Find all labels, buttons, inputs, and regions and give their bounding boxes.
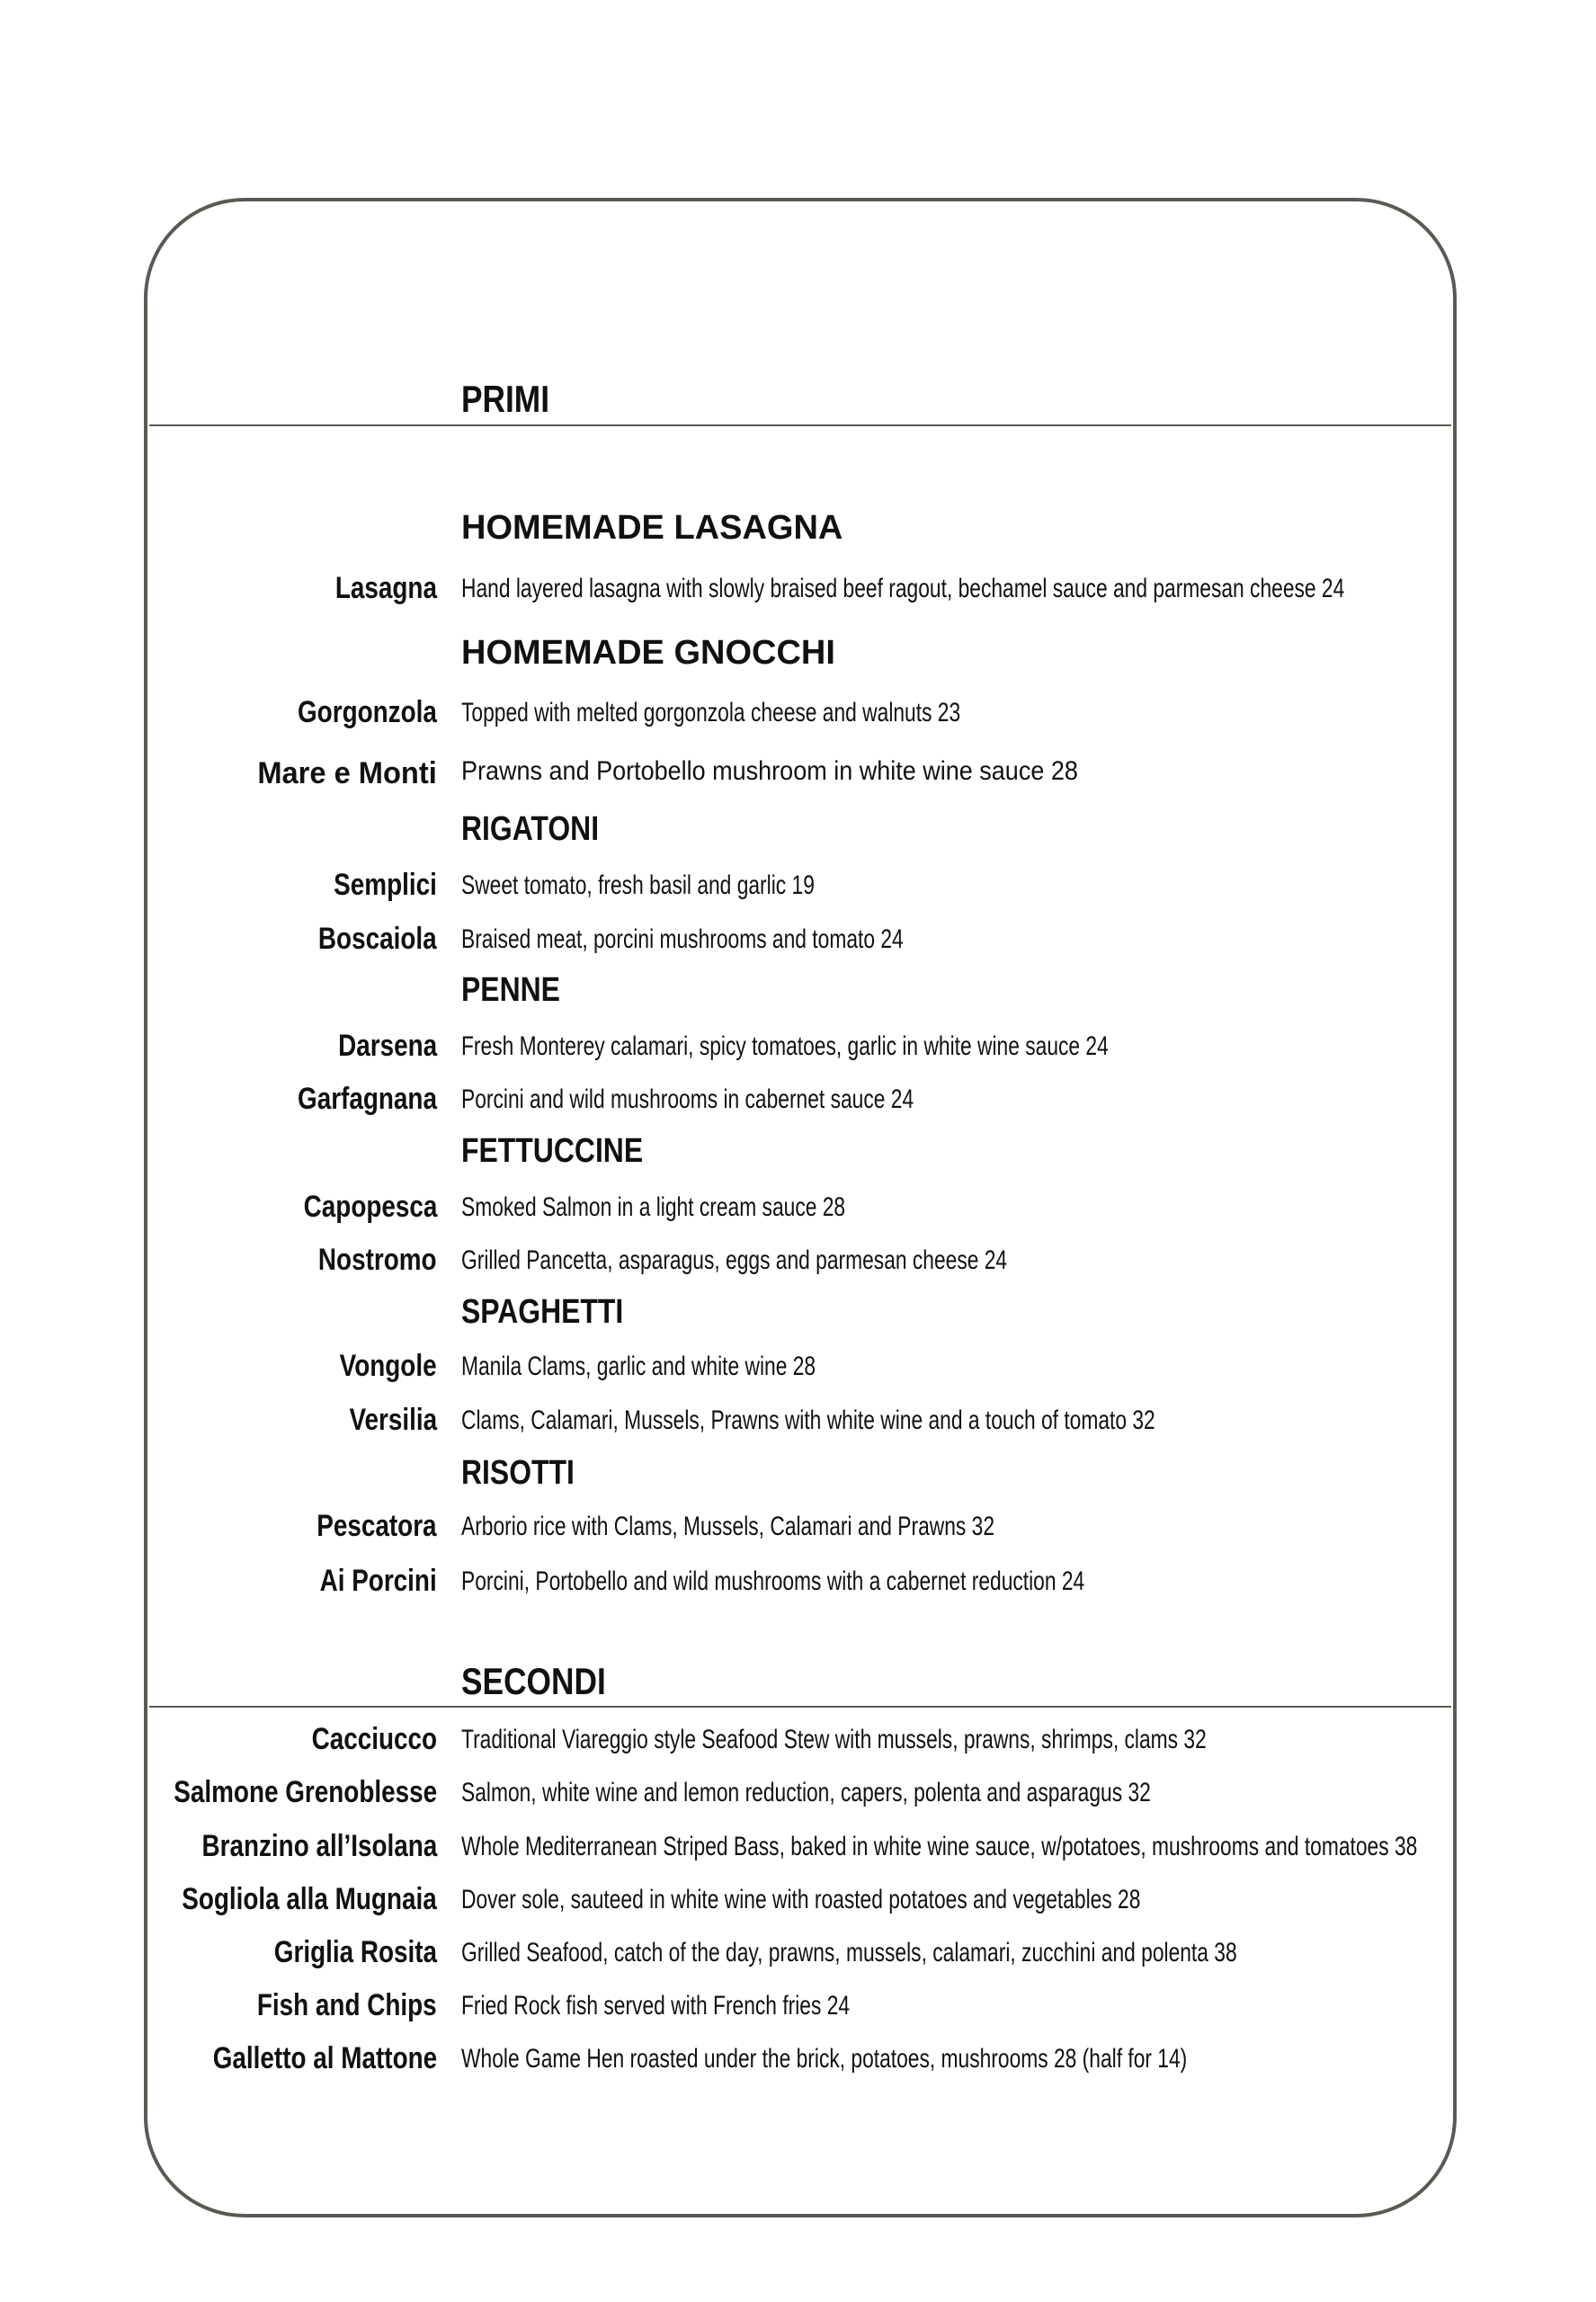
item-desc-fish-and-chips: Fried Rock fish served with French fries 24 xyxy=(461,1991,851,2021)
item-name-fish-and-chips: Fish and Chips xyxy=(257,1988,437,2022)
item-desc-mare-e-monti: Prawns and Portobello mushroom in white wine sauce 28 xyxy=(461,756,1078,786)
item-desc-nostromo: Grilled Pancetta, asparagus, eggs and parmesan cheese 24 xyxy=(461,1245,1008,1275)
item-name-semplici: Semplici xyxy=(334,868,437,902)
item-name-vongole: Vongole xyxy=(340,1349,437,1383)
item-name-capopesca: Capopesca xyxy=(303,1190,437,1224)
item-desc-pescatora: Arborio rice with Clams, Mussels, Calamari and Prawns 32 xyxy=(461,1512,995,1541)
item-name-cacciucco: Cacciucco xyxy=(311,1722,437,1756)
item-name-garfagnana: Garfagnana xyxy=(298,1082,437,1116)
category-spaghetti: SPAGHETTI xyxy=(461,1293,624,1331)
item-name-galletto: Galletto al Mattone xyxy=(212,2041,437,2075)
category-risotti: RISOTTI xyxy=(461,1454,575,1492)
secondi-divider xyxy=(149,1706,1451,1708)
item-name-mare-e-monti: Mare e Monti xyxy=(257,756,437,790)
section-title-secondi: SECONDI xyxy=(461,1660,606,1702)
item-name-nostromo: Nostromo xyxy=(318,1243,437,1277)
item-desc-capopesca: Smoked Salmon in a light cream sauce 28 xyxy=(461,1192,846,1222)
item-desc-galletto: Whole Game Hen roasted under the brick, potatoes, mushrooms 28 (half for 14) xyxy=(461,2044,1188,2074)
item-desc-salmone-grenoblesse: Salmon, white wine and lemon reduction, capers, polenta and asparagus 32 xyxy=(461,1778,1151,1807)
item-desc-lasagna: Hand layered lasagna with slowly braised beef ragout, bechamel sauce and parmesan cheese 24 xyxy=(461,574,1345,603)
item-name-salmone-grenoblesse: Salmone Grenoblesse xyxy=(174,1775,437,1809)
item-name-pescatora: Pescatora xyxy=(317,1509,437,1543)
item-desc-vongole: Manila Clams, garlic and white wine 28 xyxy=(461,1352,816,1381)
item-name-ai-porcini: Ai Porcini xyxy=(319,1564,437,1598)
item-desc-griglia-rosita: Grilled Seafood, catch of the day, prawns, mussels, calamari, zucchini and polenta 38 xyxy=(461,1938,1237,1967)
item-name-branzino: Branzino all’Isolana xyxy=(201,1829,437,1863)
category-rigatoni: RIGATONI xyxy=(461,810,600,848)
item-desc-boscaiola: Braised meat, porcini mushrooms and tomato 24 xyxy=(461,924,904,954)
category-homemade-lasagna: HOMEMADE LASAGNA xyxy=(461,509,843,547)
item-name-versilia: Versilia xyxy=(349,1403,437,1437)
item-name-sogliola: Sogliola alla Mugnaia xyxy=(182,1882,437,1916)
item-name-boscaiola: Boscaiola xyxy=(318,922,437,956)
item-desc-garfagnana: Porcini and wild mushrooms in cabernet sauce 24 xyxy=(461,1084,914,1114)
category-fettuccine: FETTUCCINE xyxy=(461,1132,644,1170)
item-name-griglia-rosita: Griglia Rosita xyxy=(273,1935,437,1969)
item-name-darsena: Darsena xyxy=(337,1029,437,1063)
item-name-lasagna: Lasagna xyxy=(334,571,437,605)
item-desc-cacciucco: Traditional Viareggio style Seafood Stew with mussels, prawns, shrimps, clams 32 xyxy=(461,1725,1207,1754)
item-desc-ai-porcini: Porcini, Portobello and wild mushrooms with a cabernet reduction 24 xyxy=(461,1566,1085,1596)
item-desc-sogliola: Dover sole, sauteed in white wine with roasted potatoes and vegetables 28 xyxy=(461,1885,1141,1914)
category-penne: PENNE xyxy=(461,971,560,1009)
item-desc-gorgonzola: Topped with melted gorgonzola cheese and walnuts 23 xyxy=(461,698,961,727)
section-title-primi: PRIMI xyxy=(461,378,550,420)
item-desc-darsena: Fresh Monterey calamari, spicy tomatoes, garlic in white wine sauce 24 xyxy=(461,1031,1109,1061)
item-desc-semplici: Sweet tomato, fresh basil and garlic 19 xyxy=(461,870,815,900)
item-desc-branzino: Whole Mediterranean Striped Bass, baked in white wine sauce, w/potatoes, mushrooms and tomatoes 38 xyxy=(461,1832,1418,1861)
category-homemade-gnocchi: HOMEMADE GNOCCHI xyxy=(461,634,835,672)
primi-divider xyxy=(149,424,1451,426)
item-name-gorgonzola: Gorgonzola xyxy=(298,695,437,729)
item-desc-versilia: Clams, Calamari, Mussels, Prawns with white wine and a touch of tomato 32 xyxy=(461,1405,1155,1435)
